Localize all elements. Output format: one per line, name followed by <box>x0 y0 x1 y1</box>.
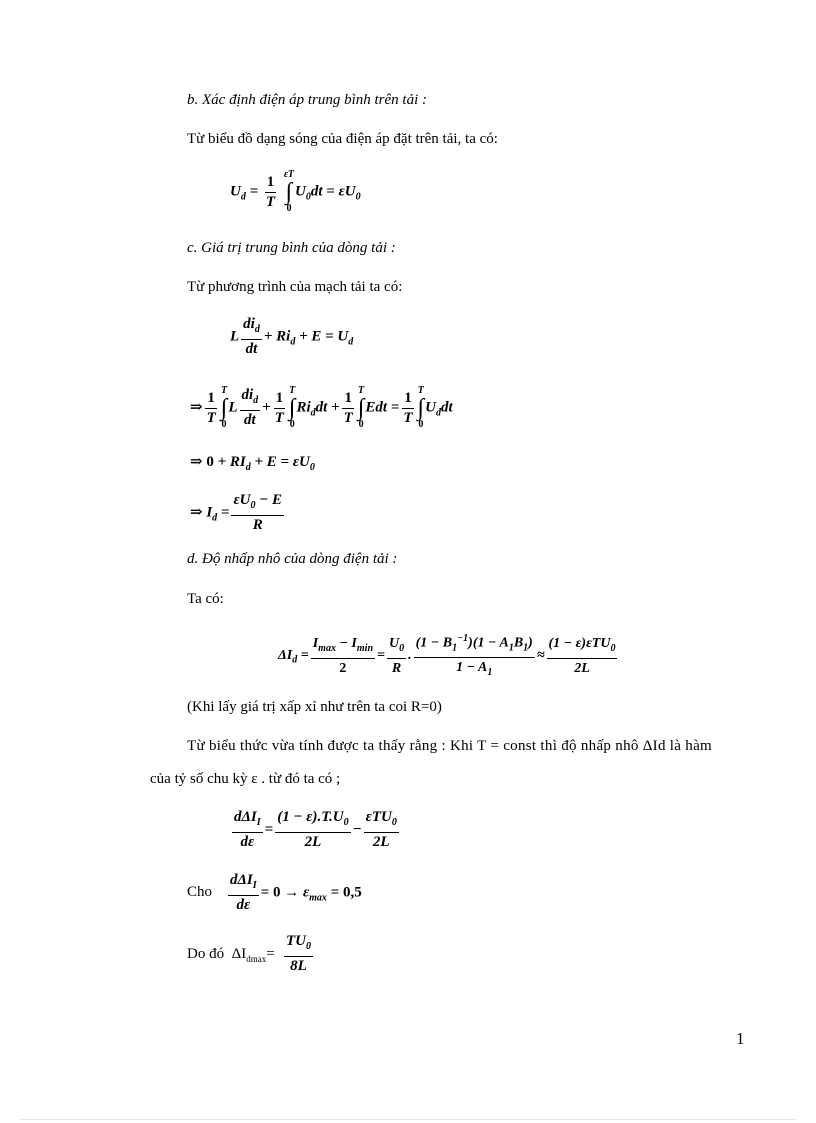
paragraph-line-2: của tỷ số chu kỳ ε . từ đó ta có ; <box>150 771 341 787</box>
section-d-text: Ta có: <box>187 591 224 607</box>
equation-ud: $U_d$ = $\frac{1}{T}$ εT ∫ 0 $U_0dt = \varepsilon U_0$ <box>230 169 361 214</box>
equation-id: ⇒ $I_d$ = $\frac{\varepsilon U_0 - E}{R}$ <box>190 492 283 533</box>
equation-circuit: L $\frac{di_d}{dt}$ + $Ri_d + E = U_d$ <box>230 316 354 357</box>
doddo-label: Do đó $\Delta I_{dmax}=$ <box>187 946 275 964</box>
cho-label: Cho <box>187 884 213 900</box>
equation-epsilon-max: $\frac{d\Delta I_I}{d\varepsilon}$ = $0 \to \varepsilon_{max} = 0,5$ <box>230 872 362 913</box>
equation-derivative: $\frac{d\Delta I_I}{d\varepsilon}$ = $\frac{(1 - \varepsilon).T.U_0}{2L}$ − $\frac{\varepsilon TU_0}{2L}$ <box>234 809 397 850</box>
section-c-heading: c. Giá trị trung bình của dòng tải : <box>187 240 396 256</box>
approx-note: (Khi lấy giá trị xấp xỉ như trên ta coi R=0) <box>187 699 442 715</box>
section-d-heading: d. Độ nhấp nhô của dòng điện tải : <box>187 551 398 567</box>
section-b-text: Từ biểu đồ dạng sóng của điện áp đặt trên tải, ta có: <box>187 131 498 147</box>
page-divider <box>20 1119 796 1120</box>
equation-delta-max: $\frac{TU_0}{8L}$ <box>286 933 311 974</box>
equation-ripple: $\Delta I_d$ = $\frac{I_{max} - I_{min}}{2}$ = $\frac{U_0}{R}$ . $\frac{(1 - B_1^{-1})(1 - A_1B_1)}{1 - A_1}$ ≈ $\frac{(1 - \varepsilon)\varepsilon TU_0}{2L}$ <box>278 630 619 681</box>
page-number: 1 <box>736 1029 745 1048</box>
section-c-text: Từ phương trình của mạch tải ta có: <box>187 279 403 295</box>
equation-zero: ⇒ $0 + RI_d + E = \varepsilon U_0$ <box>190 454 315 473</box>
section-b-heading: b. Xác định điện áp trung bình trên tải : <box>187 92 427 108</box>
equation-average: ⇒ $\frac{1}{T}$ T ∫ 0 L $\frac{di_d}{dt}$ + $\frac{1}{T}$ T ∫ 0 $Ri_ddt$ + $\frac{1}{T}$ T ∫ 0 Edt = $\frac{1}{T}$ T ∫ 0 $U_ddt$ <box>190 385 453 430</box>
paragraph-line-1: Từ biểu thức vừa tính được ta thấy rằng : Khi T = const thì độ nhấp nhô ΔId là hàm <box>187 738 713 754</box>
